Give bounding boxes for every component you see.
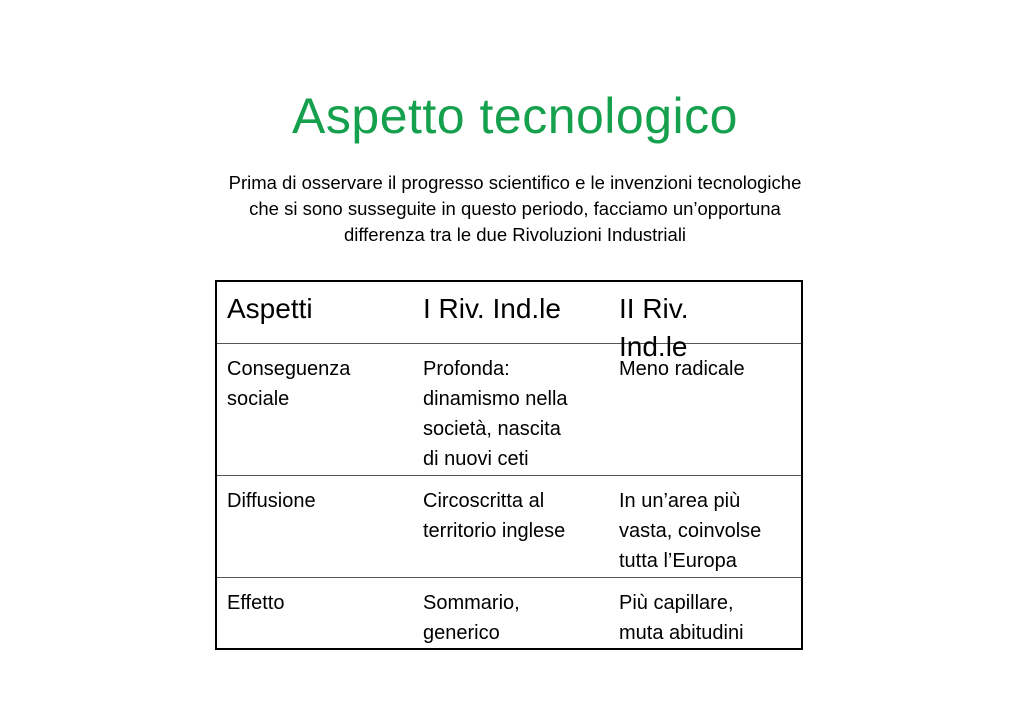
table-row [217, 476, 801, 578]
table-row [217, 578, 801, 648]
subtitle-line-2: che si sono susseguite in questo periodo, facciamo un’opportuna [249, 198, 781, 219]
table-cell: Più capillare, muta abitudini [619, 592, 744, 644]
header-cell-first-revolution: I Riv. Ind.le [423, 293, 561, 324]
header-cell-second-revolution: II Riv. Ind.le [619, 293, 689, 362]
comparison-table [215, 280, 803, 650]
table-cell: Effetto [227, 592, 285, 614]
slide-subtitle [165, 170, 865, 248]
table-row [217, 344, 801, 476]
table-cell: Sommario, generico [423, 592, 520, 644]
table-cell: Circoscritta al territorio inglese [423, 490, 566, 542]
slide-title: Aspetto tecnologico [292, 88, 738, 144]
table-cell: Diffusione [227, 490, 316, 512]
table-cell: In un’area più vasta, coinvolse tutta l’Europa [619, 490, 762, 572]
table-cell: Profonda: dinamismo nella società, nascita di nuovi ceti [423, 358, 568, 470]
subtitle-line-3: differenza tra le due Rivoluzioni Industriali [343, 224, 687, 245]
table-cell: Meno radicale [619, 358, 745, 380]
table-cell: Conseguenza sociale [227, 358, 351, 410]
header-cell-aspetti: Aspetti [227, 293, 313, 324]
table-header-row [217, 282, 801, 362]
subtitle-line-1: Prima di osservare il progresso scientifico e le invenzioni tecnologiche [228, 172, 802, 193]
